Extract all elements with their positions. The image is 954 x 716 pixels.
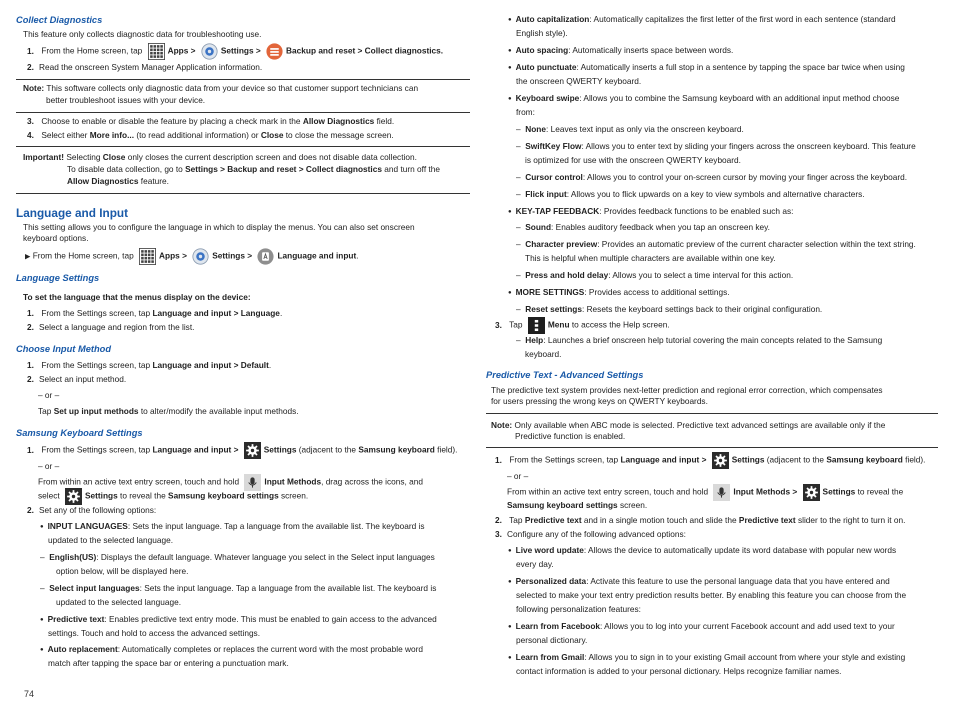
list-item-line-2: from: (516, 107, 535, 117)
collect-diagnostics-heading: Collect Diagnostics (16, 15, 103, 25)
predictive-step-3: 3. Configure any of the following advanced options: (495, 529, 686, 539)
list-item: – Press and hold delay: Allows you to select a time interval for this action. (516, 270, 794, 280)
bullet-icon (508, 621, 516, 631)
list-item: ● KEY-TAP FEEDBACK: Provides feedback functions to be enabled such as: (508, 204, 938, 219)
language-settings-step-1: 1. From the Settings screen, tap Language and input > Language. (27, 308, 283, 318)
gear-icon (244, 442, 261, 459)
list-item: – Cursor control: Allows you to control your on-screen cursor by moving your finger across the keyboard. (516, 172, 908, 182)
predictive-text-heading: Predictive Text - Advanced Settings (486, 370, 644, 380)
important-note-line-2: To disable data collection, go to Settings > Backup and reset > Collect diagnostics and turn off the (67, 164, 440, 174)
keyboard-step-2: 2. Set any of the following options: (27, 505, 157, 515)
bullet-icon (508, 287, 516, 297)
list-item: ● INPUT LANGUAGES: Sets the input language. Tap a language from the available list. The keyboard is (40, 519, 470, 534)
list-item-line-2: is optimized for use with the onscreen QWERTY keyboard. (525, 155, 741, 165)
language-intro: This setting allows you to configure the language in which to display the menus. You can also set onscreen (23, 222, 415, 232)
list-item: ● Learn from Facebook: Allows you to log into your current Facebook account and add used text to your (508, 619, 938, 634)
bullet-icon (508, 652, 516, 662)
keyboard-step-1: 1. From the Settings screen, tap Language and input > Settings (adjacent to the Samsung keyboard field). (27, 442, 470, 459)
divider (486, 413, 938, 414)
help-step: 3. Tap Menu to access the Help screen. (495, 317, 938, 334)
list-item-line-2: contact information is added to your personal dictionary. Helps recognize familiar names. (516, 666, 842, 676)
input-method-alt: Tap Set up input methods to alter/modify the available input methods. (38, 406, 299, 416)
divider (16, 112, 470, 113)
bullet-icon (40, 614, 48, 624)
list-item: ● Learn from Gmail: Allows you to sign in to your existing Gmail account from where your style and existing (508, 650, 938, 665)
predictive-note-line-2: Predictive function is enabled. (515, 431, 626, 441)
menu-dots-icon (528, 317, 545, 334)
language-settings-step-2: 2. Select a language and region from the list. (27, 322, 195, 332)
list-item-line-2: the onscreen QWERTY keyboard. (516, 76, 642, 86)
list-item: ● Auto spacing: Automatically inserts space between words. (508, 43, 938, 58)
backup-reset-icon (266, 43, 283, 60)
predictive-step-1: 1. From the Settings screen, tap Language and input > Settings (adjacent to the Samsung keyboard field). (495, 452, 938, 469)
or-separator: – or – (507, 471, 529, 481)
bullet-icon (508, 206, 516, 216)
list-item-line-2: updated to the selected language. (56, 597, 182, 607)
bullet-icon (40, 644, 48, 654)
keyboard-alt-line-1: From within an active text entry screen, touch and hold Input Methods, drag across the icons, and (38, 474, 470, 491)
list-item: ● Auto capitalization: Automatically capitalizes the first letter of the first word in each sentence (standard (508, 12, 938, 27)
collect-step-4: 4. Select either More info... (to read additional information) or Close to close the message screen. (27, 130, 394, 140)
bullet-icon (508, 14, 516, 24)
collect-step-3: 3. Choose to enable or disable the feature by placing a check mark in the Allow Diagnostics field. (27, 116, 395, 126)
bullet-icon (508, 93, 516, 103)
list-item-line-2: every day. (516, 559, 554, 569)
predictive-note: Note: Only available when ABC mode is selected. Predictive text advanced settings are available only if the (491, 420, 886, 430)
important-note-line-3: Allow Diagnostics feature. (67, 176, 169, 186)
bullet-icon (40, 521, 48, 531)
input-method-step-2: 2. Select an input method. (27, 374, 127, 384)
predictive-alt-line-2: Samsung keyboard settings screen. (507, 500, 648, 510)
input-method-step-1: 1. From the Settings screen, tap Language and input > Default. (27, 360, 272, 370)
list-item: – Help: Launches a brief onscreen help tutorial covering the main concepts related to the Samsung (516, 335, 883, 345)
divider (16, 79, 470, 80)
list-item-line-2: match after tapping the space bar or entering a punctuation mark. (48, 658, 289, 668)
list-item: ● Live word update: Allows the device to automatically update its word database with popular new words (508, 543, 938, 558)
bullet-icon (508, 45, 516, 55)
gear-icon (712, 452, 729, 469)
predictive-alt-line-1: From within an active text entry screen, touch and hold Input Methods > Settings to reveal the (507, 484, 938, 501)
collect-intro: This feature only collects diagnostic data for troubleshooting use. (23, 29, 262, 39)
list-item: – Sound: Enables auditory feedback when you tap an onscreen key. (516, 222, 770, 232)
keyboard-alt-line-2: select Settings to reveal the Samsung keyboard settings screen. (38, 488, 470, 505)
list-item-line-2: updated to the selected language. (48, 535, 174, 545)
language-input-icon (257, 248, 274, 265)
list-item: ● Personalized data: Activate this feature to use the personal language data that you have entered and (508, 574, 938, 589)
list-item: ● Auto replacement: Automatically completes or replaces the current word with the most probable word (40, 642, 470, 657)
list-item: – None: Leaves text input as only via the onscreen keyboard. (516, 124, 744, 134)
list-item: – English(US): Displays the default language. Whatever language you select in the Select input languages (40, 552, 435, 562)
list-item-line-2: English style). (516, 28, 568, 38)
list-item: ● MORE SETTINGS: Provides access to additional settings. (508, 285, 938, 300)
collect-note-line-2: better troubleshoot issues with your device. (46, 95, 206, 105)
divider (16, 193, 470, 194)
collect-step-1: 1. From the Home screen, tap Apps > Settings > Backup and reset > Collect diagnostics. (27, 43, 470, 60)
or-separator: – or – (38, 390, 60, 400)
language-intro-line-2: keyboard options. (23, 233, 89, 243)
list-item-line-2: keyboard. (525, 349, 562, 359)
list-item: ● Predictive text: Enables predictive text entry mode. This must be enabled to gain access to the advanced (40, 612, 470, 627)
samsung-keyboard-settings-heading: Samsung Keyboard Settings (16, 428, 143, 438)
list-item-line-2: This is helpful when multiple characters are available within one key. (525, 253, 776, 263)
predictive-intro: The predictive text system provides next-letter prediction and regional error correction, which compensates (491, 385, 883, 395)
list-item-line-2: personal dictionary. (516, 635, 588, 645)
collect-step-2: 2. Read the onscreen System Manager Application information. (27, 62, 263, 72)
list-item-line-2: option below, will be displayed here. (56, 566, 189, 576)
list-item: – Reset settings: Resets the keyboard settings back to their original configuration. (516, 304, 823, 314)
settings-circle-icon (201, 43, 218, 60)
or-separator: – or – (38, 461, 60, 471)
apps-grid-icon (139, 248, 156, 265)
divider (486, 447, 938, 448)
choose-input-method-heading: Choose Input Method (16, 344, 112, 354)
predictive-step-2: 2. Tap Predictive text and in a single motion touch and slide the Predictive text slider to the right to turn it on. (495, 515, 906, 525)
list-item: ● Keyboard swipe: Allows you to combine the Samsung keyboard with an additional input method choose (508, 91, 938, 106)
settings-circle-icon (192, 248, 209, 265)
list-item-line-2: settings. Touch and hold to access the advanced settings. (48, 628, 261, 638)
apps-grid-icon (148, 43, 165, 60)
language-settings-intro: To set the language that the menus display on the device: (23, 292, 251, 302)
page-number: 74 (24, 689, 35, 699)
list-item: – SwiftKey Flow: Allows you to enter text by sliding your fingers across the onscreen keyboard. This feature (516, 141, 916, 151)
important-note: Important! Selecting Close only closes the current description screen and does not disable data collection. (23, 152, 417, 162)
list-item: ● Auto punctuate: Automatically inserts a full stop in a sentence by tapping the space bar twice when using (508, 60, 938, 75)
bullet-icon (508, 576, 516, 586)
list-item: – Select input languages: Sets the input language. Tap a language from the available list. The keyboard is (40, 583, 437, 593)
bullet-icon (508, 62, 516, 72)
bullet-icon (508, 545, 516, 555)
language-settings-heading: Language Settings (16, 273, 100, 283)
language-input-heading: Language and Input (16, 206, 129, 220)
divider (16, 146, 470, 147)
list-item-line-2: selected to make your text entry prediction results better. By enabling this feature you can choose from the (516, 590, 907, 600)
language-home-step: ▶ From the Home screen, tap Apps > Settings > Language and input. (25, 248, 470, 265)
predictive-intro-line-2: for users pressing the wrong keys on QWERTY keyboards. (491, 396, 708, 406)
collect-note: Note: This software collects only diagnostic data from your device so that customer support technicians can (23, 83, 419, 93)
list-item: – Flick input: Allows you to flick upwards on a key to view symbols and alternative characters. (516, 189, 865, 199)
list-item-line-3: following personalization features: (516, 604, 641, 614)
list-item: – Character preview: Provides an automatic preview of the current character selection within the text string. (516, 239, 916, 249)
